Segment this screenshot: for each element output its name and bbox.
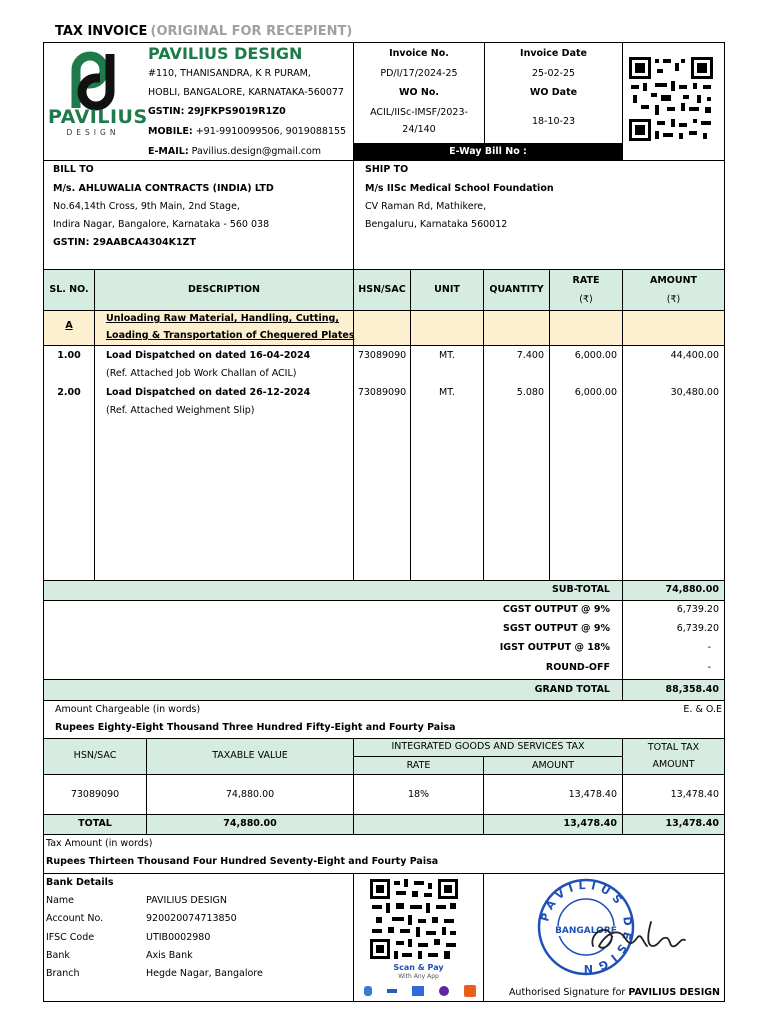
invoice-date-label: Invoice Date <box>520 48 587 59</box>
bank-account-value: 920020074713850 <box>146 913 237 924</box>
tax-row-amount: 13,478.40 <box>568 789 617 800</box>
company-name: PAVILIUS DESIGN <box>148 44 303 63</box>
tax-row-rate: 18% <box>407 789 430 800</box>
bank-details-title: Bank Details <box>46 877 114 888</box>
item-note: (Ref. Attached Job Work Challan of ACIL) <box>106 368 297 379</box>
item-hsn: 73089090 <box>357 387 407 398</box>
sgst-label: SGST OUTPUT @ 9% <box>503 623 610 634</box>
mobile-value: +91-9910099506, 9019088155 <box>195 126 347 137</box>
bill-to-name: M/s. AHLUWALIA CONTRACTS (INDIA) LTD <box>53 183 274 194</box>
item-unit: MT. <box>439 387 455 398</box>
amount-words-text: Rupees Eighty-Eight Thousand Three Hundred Fifty-Eight and Fourty Paisa <box>55 722 456 733</box>
col-header-rate-unit: (₹) <box>579 294 593 305</box>
bank-app-icon <box>464 985 476 997</box>
invoice-no: PD/I/17/2024-25 <box>380 68 458 79</box>
igst-label: IGST OUTPUT @ 18% <box>499 642 610 653</box>
payment-qr-icon <box>368 877 460 961</box>
payment-qr-code <box>368 877 460 961</box>
eoe-label: E. & O.E <box>683 704 722 715</box>
tax-total-amount: 13,478.40 <box>563 818 617 829</box>
invoice-title <box>55 24 352 39</box>
invoice-no-label: Invoice No. <box>389 48 449 59</box>
phonepe-icon <box>439 986 449 996</box>
item-unit: MT. <box>439 350 455 361</box>
wo-no-line1: ACIL/IISc-IMSF/2023- <box>370 107 468 118</box>
grand-total-label: GRAND TOTAL <box>534 684 610 695</box>
tax-row-hsn: 73089090 <box>70 789 120 800</box>
table-row: 2.00 <box>57 387 81 398</box>
col-header-hsn: HSN/SAC <box>358 284 406 295</box>
cgst-value: 6,739.20 <box>676 604 719 615</box>
col-header-quantity: QUANTITY <box>489 284 544 295</box>
bank-branch-label: Branch <box>46 968 80 979</box>
col-header-rate: RATE <box>572 275 600 286</box>
bill-to-gstin: GSTIN: 29AABCA4304K1ZT <box>53 237 196 248</box>
item-amount: 44,400.00 <box>670 350 719 361</box>
company-mobile <box>148 126 346 137</box>
eway-bill-label: E-Way Bill No : <box>354 143 622 160</box>
ship-to-address-1: CV Raman Rd, Mathikere, <box>365 201 487 212</box>
item-description: Load Dispatched on dated 16-04-2024 <box>106 350 311 361</box>
bank-branch-value: Hegde Nagar, Bangalore <box>146 968 263 979</box>
bhim-icon <box>387 989 397 993</box>
tax-col-total-1: TOTAL TAX <box>647 742 700 753</box>
section-title-line1: Unloading Raw Material, Handling, Cutting, <box>106 313 339 324</box>
item-description: Load Dispatched on dated 26-12-2024 <box>106 387 311 398</box>
item-quantity: 7.400 <box>516 350 544 361</box>
logo-text: PAVILIUS <box>48 106 148 128</box>
wo-date: 18-10-23 <box>531 116 576 127</box>
bill-to-address-2: Indira Nagar, Bangalore, Karnataka - 560 038 <box>53 219 270 230</box>
payment-app-icons <box>364 984 476 998</box>
col-header-unit: UNIT <box>434 284 460 295</box>
sgst-value: 6,739.20 <box>676 623 719 634</box>
company-email <box>148 146 321 157</box>
tax-col-rate: RATE <box>406 760 431 771</box>
bank-ifsc-label: IFSC Code <box>46 932 95 943</box>
tax-total-taxable: 74,880.00 <box>223 818 277 829</box>
tax-total-total: 13,478.40 <box>665 818 719 829</box>
stamp-text: PAVILIUS DESIGN <box>538 878 635 976</box>
tax-words-label: Tax Amount (in words) <box>46 838 153 849</box>
invoice-qr-code <box>627 55 715 143</box>
tax-words-text: Rupees Thirteen Thousand Four Hundred Seventy-Eight and Fourty Paisa <box>46 856 439 867</box>
scan-pay-sub: With Any App <box>398 973 439 980</box>
grand-total-value: 88,358.40 <box>665 684 719 695</box>
gstin-label: GSTIN: <box>148 106 185 117</box>
bank-name-value: PAVILIUS DESIGN <box>146 895 228 906</box>
gpay-icon <box>364 986 372 996</box>
bank-name-label: Name <box>46 895 75 906</box>
invoice-date: 25-02-25 <box>531 68 576 79</box>
tax-row-total: 13,478.40 <box>670 789 719 800</box>
signature-mark <box>585 912 690 962</box>
tax-total-label: TOTAL <box>78 818 112 829</box>
stamp-center-text: BANGALORE <box>555 926 617 936</box>
table-row: 1.00 <box>57 350 81 361</box>
title-main: TAX INVOICE <box>55 24 148 39</box>
bank-bank-label: Bank <box>46 950 70 961</box>
scan-pay-label: Scan & Pay <box>393 963 444 972</box>
paytm-icon <box>412 986 424 996</box>
ship-to-label: SHIP TO <box>365 164 409 175</box>
item-rate: 6,000.00 <box>574 387 617 398</box>
item-rate: 6,000.00 <box>574 350 617 361</box>
bank-ifsc-value: UTIB0002980 <box>146 932 211 943</box>
subtotal-label: SUB-TOTAL <box>551 584 610 595</box>
col-header-amount: AMOUNT <box>649 275 698 286</box>
tax-col-total-2: AMOUNT <box>652 759 695 770</box>
section-sl: A <box>65 320 73 331</box>
section-title-line2: Loading & Transportation of Chequered Plates <box>106 330 355 341</box>
igst-value: - <box>707 642 711 653</box>
roundoff-label: ROUND-OFF <box>545 662 610 673</box>
company-logo <box>48 50 148 146</box>
wo-no-label: WO No. <box>399 87 439 98</box>
email-label: E-MAIL: <box>148 146 189 157</box>
col-header-amount-unit: (₹) <box>666 294 681 305</box>
company-gstin <box>148 106 286 117</box>
col-header-sl: SL. NO. <box>49 284 89 295</box>
bill-to-address-1: No.64,14th Cross, 9th Main, 2nd Stage, <box>53 201 240 212</box>
item-amount: 30,480.00 <box>670 387 719 398</box>
roundoff-value: - <box>707 662 711 673</box>
qr-code-icon <box>627 55 715 143</box>
wo-date-label: WO Date <box>529 87 578 98</box>
cgst-label: CGST OUTPUT @ 9% <box>502 604 610 615</box>
logo-subtext: DESIGN <box>66 128 120 137</box>
bank-account-label: Account No. <box>46 913 104 924</box>
tax-col-amount: AMOUNT <box>531 760 575 771</box>
tax-row-taxable: 74,880.00 <box>225 789 275 800</box>
gstin-value: 29JFKPS9019R1Z0 <box>187 106 286 117</box>
signature-label: Authorised Signature for <box>508 987 626 998</box>
company-address-1: #110, THANISANDRA, K R PURAM, <box>148 68 311 79</box>
amount-words-label: Amount Chargeable (in words) <box>55 704 201 715</box>
ship-to-address-2: Bengaluru, Karnataka 560012 <box>365 219 508 230</box>
item-quantity: 5.080 <box>516 387 544 398</box>
wo-no-line2: 24/140 <box>402 124 436 135</box>
email-value: Pavilius.design@gmail.com <box>191 146 322 157</box>
title-sub: (ORIGINAL FOR RECEPIENT) <box>150 24 353 39</box>
subtotal-value: 74,880.00 <box>665 584 719 595</box>
item-note: (Ref. Attached Weighment Slip) <box>106 405 255 416</box>
bank-bank-value: Axis Bank <box>146 950 193 961</box>
tax-col-hsn: HSN/SAC <box>73 750 117 761</box>
authorised-signature <box>486 987 720 998</box>
signature-company: PAVILIUS DESIGN <box>628 987 720 998</box>
company-address-2: HOBLI, BANGALORE, KARNATAKA-560077 <box>148 87 344 98</box>
ship-to-name: M/s IISc Medical School Foundation <box>365 183 554 194</box>
bill-to-label: BILL TO <box>53 164 94 175</box>
col-header-description: DESCRIPTION <box>187 284 261 295</box>
item-hsn: 73089090 <box>357 350 407 361</box>
tax-col-taxable: TAXABLE VALUE <box>212 750 288 761</box>
tax-col-igst: INTEGRATED GOODS AND SERVICES TAX <box>391 741 585 752</box>
mobile-label: MOBILE: <box>148 126 193 137</box>
logo-mark-icon <box>48 50 138 112</box>
